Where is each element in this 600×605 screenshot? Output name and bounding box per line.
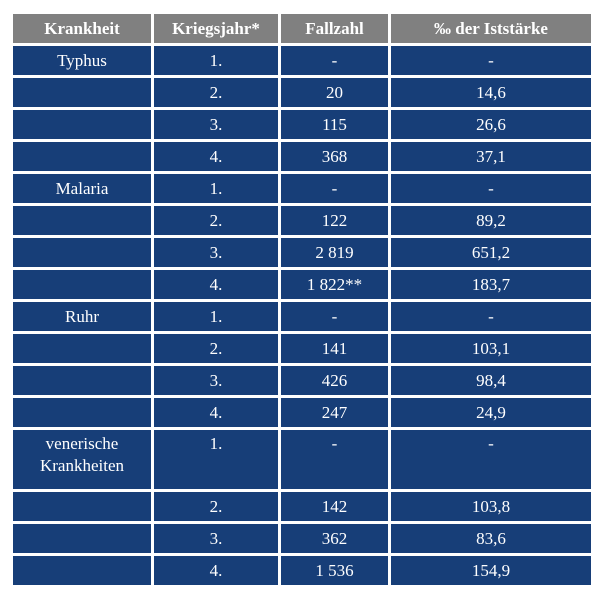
table-row: [13, 398, 591, 427]
table-row: [13, 556, 591, 585]
cell-case-count: -: [281, 174, 388, 203]
header-per-mille: ‰ der Iststärke: [391, 14, 591, 43]
cell-disease: [13, 206, 151, 235]
table-row: [13, 430, 591, 489]
cell-case-count: -: [281, 302, 388, 331]
cell-disease: venerische Krankheiten: [13, 430, 151, 489]
table-row: [13, 238, 591, 267]
cell-case-count: 141: [281, 334, 388, 363]
table-row: [13, 174, 591, 203]
header-disease: Krankheit: [13, 14, 151, 43]
cell-war-year: 3.: [154, 110, 278, 139]
cell-disease: [13, 238, 151, 267]
table-row: [13, 110, 591, 139]
table-row: [13, 46, 591, 75]
cell-per-mille: -: [391, 46, 591, 75]
table-row: [13, 524, 591, 553]
cell-disease: [13, 556, 151, 585]
table-row: [13, 492, 591, 521]
cell-case-count: 1 822**: [281, 270, 388, 299]
table-row: [13, 334, 591, 363]
cell-war-year: 3.: [154, 366, 278, 395]
cell-case-count: 115: [281, 110, 388, 139]
cell-per-mille: -: [391, 174, 591, 203]
cell-war-year: 1.: [154, 430, 278, 489]
cell-case-count: 1 536: [281, 556, 388, 585]
cell-war-year: 2.: [154, 334, 278, 363]
cell-disease: [13, 142, 151, 171]
cell-case-count: 20: [281, 78, 388, 107]
cell-war-year: 2.: [154, 492, 278, 521]
cell-disease: [13, 334, 151, 363]
table-row: [13, 302, 591, 331]
cell-disease: [13, 366, 151, 395]
table-row: [13, 142, 591, 171]
cell-per-mille: 103,1: [391, 334, 591, 363]
cell-disease: [13, 398, 151, 427]
cell-case-count: 368: [281, 142, 388, 171]
cell-per-mille: 651,2: [391, 238, 591, 267]
cell-disease: [13, 524, 151, 553]
cell-per-mille: -: [391, 302, 591, 331]
header-row: [13, 14, 591, 43]
cell-war-year: 2.: [154, 206, 278, 235]
cell-per-mille: 24,9: [391, 398, 591, 427]
table-row: [13, 206, 591, 235]
cell-case-count: -: [281, 46, 388, 75]
cell-war-year: 3.: [154, 524, 278, 553]
cell-per-mille: 83,6: [391, 524, 591, 553]
table-body: [13, 46, 591, 585]
cell-per-mille: 103,8: [391, 492, 591, 521]
cell-case-count: 2 819: [281, 238, 388, 267]
cell-disease: [13, 270, 151, 299]
table-row: [13, 366, 591, 395]
cell-per-mille: 183,7: [391, 270, 591, 299]
cell-disease: Typhus: [13, 46, 151, 75]
cell-war-year: 1.: [154, 302, 278, 331]
cell-disease: Malaria: [13, 174, 151, 203]
table-row: [13, 270, 591, 299]
cell-per-mille: 89,2: [391, 206, 591, 235]
cell-per-mille: 98,4: [391, 366, 591, 395]
cell-war-year: 4.: [154, 556, 278, 585]
cell-per-mille: 37,1: [391, 142, 591, 171]
cell-case-count: 142: [281, 492, 388, 521]
cell-disease: [13, 110, 151, 139]
cell-disease: [13, 78, 151, 107]
table-row: [13, 78, 591, 107]
cell-case-count: 122: [281, 206, 388, 235]
cell-case-count: 362: [281, 524, 388, 553]
cell-per-mille: 26,6: [391, 110, 591, 139]
disease-statistics-table: [10, 11, 594, 588]
cell-case-count: 426: [281, 366, 388, 395]
cell-per-mille: -: [391, 430, 591, 489]
cell-per-mille: 14,6: [391, 78, 591, 107]
cell-case-count: -: [281, 430, 388, 489]
cell-war-year: 1.: [154, 174, 278, 203]
cell-war-year: 3.: [154, 238, 278, 267]
header-war-year: Kriegsjahr*: [154, 14, 278, 43]
cell-war-year: 1.: [154, 46, 278, 75]
disease-statistics-table-wrapper: [10, 11, 590, 588]
cell-war-year: 4.: [154, 270, 278, 299]
cell-war-year: 4.: [154, 142, 278, 171]
cell-case-count: 247: [281, 398, 388, 427]
cell-war-year: 4.: [154, 398, 278, 427]
cell-war-year: 2.: [154, 78, 278, 107]
cell-disease: Ruhr: [13, 302, 151, 331]
cell-disease: [13, 492, 151, 521]
header-case-count: Fallzahl: [281, 14, 388, 43]
cell-per-mille: 154,9: [391, 556, 591, 585]
